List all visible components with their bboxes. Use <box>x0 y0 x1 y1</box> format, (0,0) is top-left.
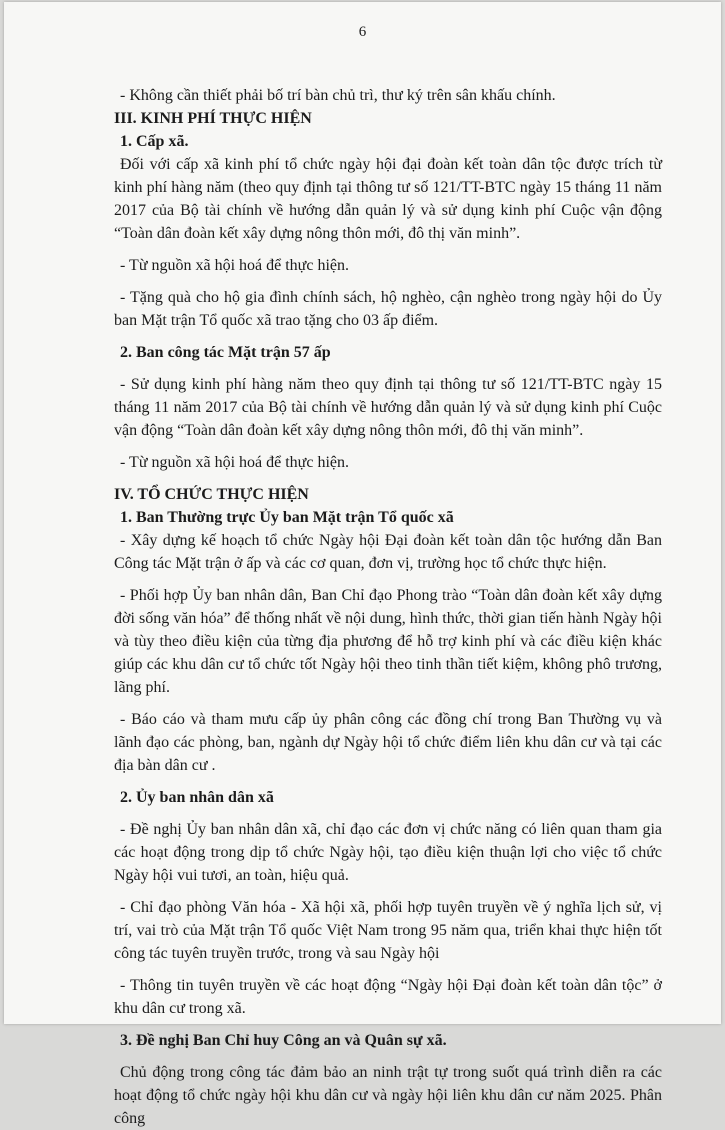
paragraph: - Không cần thiết phải bố trí bàn chủ trì, thư ký trên sân khấu chính. <box>120 87 556 104</box>
subsection-heading-ban-thuong-truc: 1. Ban Thường trực Ủy ban Mặt trận Tổ quốc xã <box>120 509 454 526</box>
paragraph: Chủ động trong công tác đảm bảo an ninh trật tự trong suốt quá trình diễn ra các hoạt động tổ chức ngày hội khu dân cư và ngày hội liên khu dân cư năm 2025. Phân công <box>114 1064 662 1127</box>
paragraph: - Đề nghị Ủy ban nhân dân xã, chỉ đạo các đơn vị chức năng có liên quan tham gia các hoạt động trong dịp tổ chức Ngày hội, tạo điều kiện thuận lợi cho việc tổ chức Ngày hội vui tươi, an toàn, hiệu quả. <box>114 821 662 884</box>
document-body <box>114 84 662 1130</box>
paragraph: - Chỉ đạo phòng Văn hóa - Xã hội xã, phối hợp tuyên truyền về ý nghĩa lịch sử, vị trí, vai trò của Mặt trận Tổ quốc Việt Nam trong 95 năm qua, triển khai thực hiện tốt công tác tuyên truyền trước, trong và sau Ngày hội <box>114 899 662 962</box>
paragraph: - Từ nguồn xã hội hoá để thực hiện. <box>120 257 349 274</box>
subsection-heading-ubnd: 2. Ủy ban nhân dân xã <box>120 789 274 806</box>
page-number: 6 <box>358 24 367 40</box>
section-heading-to-chuc: IV. TỔ CHỨC THỰC HIỆN <box>114 486 309 503</box>
paragraph: - Sử dụng kinh phí hàng năm theo quy định tại thông tư số 121/TT-BTC ngày 15 tháng 11 năm 2017 của Bộ tài chính về hướng dẫn quản lý và sử dụng kinh phí Cuộc vận động “Toàn dân đoàn kết xây dựng nông thôn mới, đô thị văn minh”. <box>114 376 662 439</box>
paragraph: - Thông tin tuyên truyền về các hoạt động “Ngày hội Đại đoàn kết toàn dân tộc” ở khu dân cư trong xã. <box>114 977 662 1017</box>
document-page <box>4 2 721 1127</box>
subsection-heading-cong-an-quan-su: 3. Đề nghị Ban Chỉ huy Công an và Quân sự xã. <box>120 1032 447 1049</box>
paragraph: - Báo cáo và tham mưu cấp ủy phân công các đồng chí trong Ban Thường vụ và lãnh đạo các phòng, ban, ngành dự Ngày hội tổ chức điểm liên khu dân cư và tại các địa bàn dân cư . <box>114 711 662 774</box>
paragraph: - Phối hợp Ủy ban nhân dân, Ban Chỉ đạo Phong trào “Toàn dân đoàn kết xây dựng đời sống văn hóa” để thống nhất về nội dung, hình thức, thời gian tiến hành Ngày hội và tùy theo điều kiện của từng địa phương để hỗ trợ kinh phí và các điều kiện khác giúp các khu dân cư tổ chức tốt Ngày hội theo tinh thần tiết kiệm, không phô trương, lãng phí. <box>114 587 662 696</box>
paragraph: - Xây dựng kế hoạch tổ chức Ngày hội Đại đoàn kết toàn dân tộc hướng dẫn Ban Công tác Mặt trận ở ấp và các cơ quan, đơn vị, trường học tổ chức thực hiện. <box>114 532 662 572</box>
paragraph: - Từ nguồn xã hội hoá để thực hiện. <box>120 454 349 471</box>
paragraph: - Tặng quà cho hộ gia đình chính sách, hộ nghèo, cận nghèo trong ngày hội do Ủy ban Mặt trận Tổ quốc xã trao tặng cho 03 ấp điểm. <box>114 289 662 329</box>
paragraph: Đối với cấp xã kinh phí tổ chức ngày hội đại đoàn kết toàn dân tộc được trích từ kinh phí hàng năm (theo quy định tại thông tư số 121/TT-BTC ngày 15 tháng 11 năm 2017 của Bộ tài chính về hướng dẫn quản lý và sử dụng kinh phí Cuộc vận động “Toàn dân đoàn kết xây dựng nông thôn mới, đô thị văn minh”. <box>114 156 662 242</box>
subsection-heading-ban-cong-tac: 2. Ban công tác Mặt trận 57 ấp <box>120 344 331 361</box>
section-heading-kinh-phi: III. KINH PHÍ THỰC HIỆN <box>114 110 312 127</box>
subsection-heading-cap-xa: 1. Cấp xã. <box>120 133 189 150</box>
